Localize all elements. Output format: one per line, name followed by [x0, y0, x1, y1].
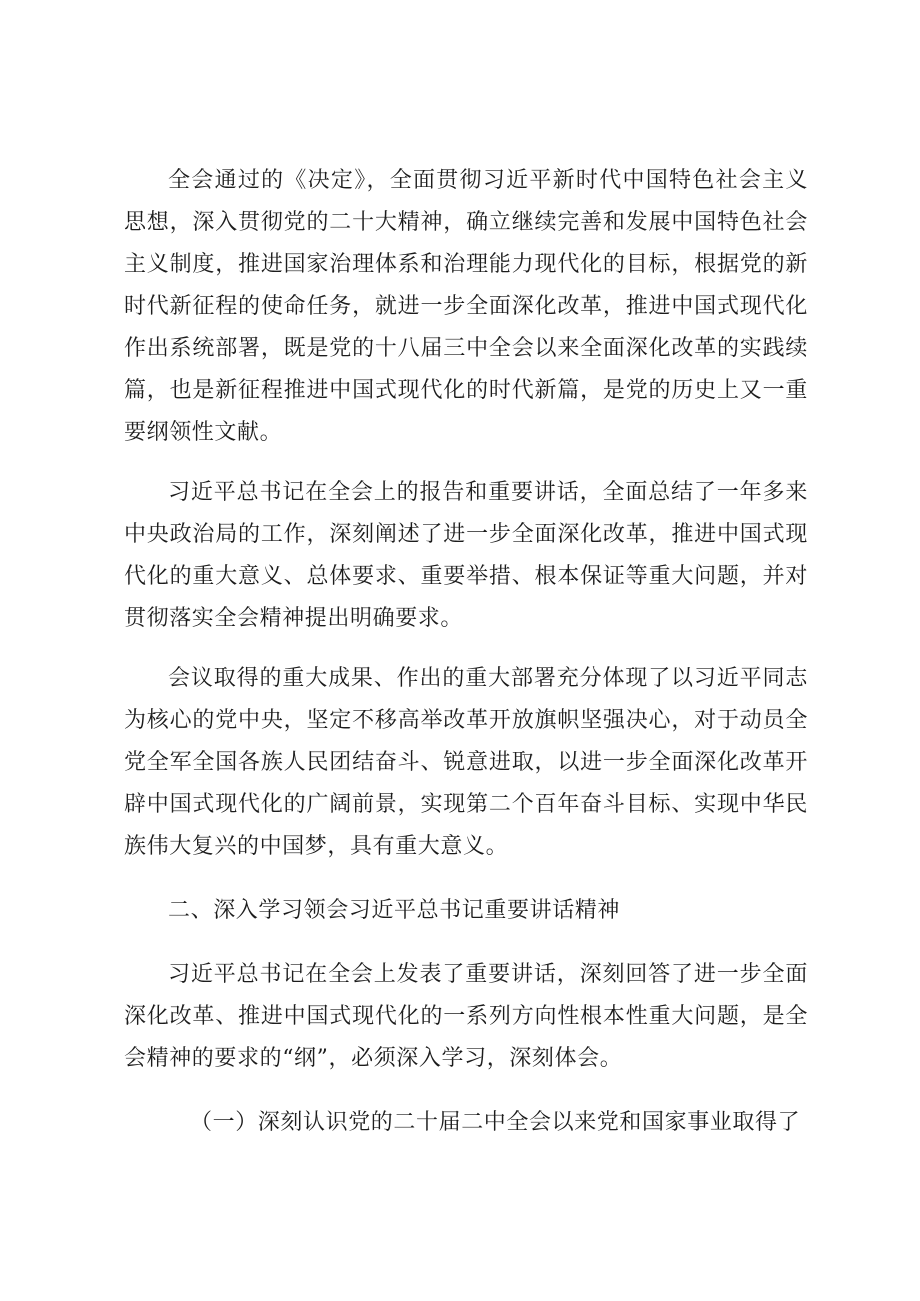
paragraph-important-speech: 习近平总书记在全会上发表了重要讲话，深刻回答了进一步全面深化改革、推进中国式现代化的一系列方向性根本性重大问题，是全会精神的要求的“纲”，必须深入学习，深刻体会。	[124, 962, 808, 1071]
subsection-heading-1: （一）深刻认识党的二十届二中全会以来党和国家事业取得了	[190, 1110, 801, 1135]
paragraph-decision-summary: 全会通过的《决定》，全面贯彻习近平新时代中国特色社会主义思想，深入贯彻党的二十大精神，确立继续完善和发展中国特色社会主义制度，推进国家治理体系和治理能力现代化的目标，根据党的新时代新征程的使命任务，就进一步全面深化改革，推进中国式现代化作出系统部署，既是党的十八届三中全会以来全面深化改革的实践续篇，也是新征程推进中国式现代化的时代新篇，是党的历史上又一重要纲领性文献。	[124, 168, 808, 445]
document-body	[124, 160, 808, 1144]
paragraph-meeting-significance: 会议取得的重大成果、作出的重大部署充分体现了以习近平同志为核心的党中央，坚定不移高举改革开放旗帜坚强决心，对于动员全党全军全国各族人民团结奋斗、锐意进取，以进一步全面深化改革开辟中国式现代化的广阔前景，实现第二个百年奋斗目标、实现中华民族伟大复兴的中国梦，具有重大意义。	[124, 666, 808, 859]
paragraph-general-secretary-report: 习近平总书记在全会上的报告和重要讲话，全面总结了一年多来中央政治局的工作，深刻阐述了进一步全面深化改革，推进中国式现代化的重大意义、总体要求、重要举措、根本保证等重大问题，并对贯彻落实全会精神提出明确要求。	[124, 480, 808, 631]
section-heading-2: 二、深入学习领会习近平总书记重要讲话精神	[168, 898, 621, 923]
